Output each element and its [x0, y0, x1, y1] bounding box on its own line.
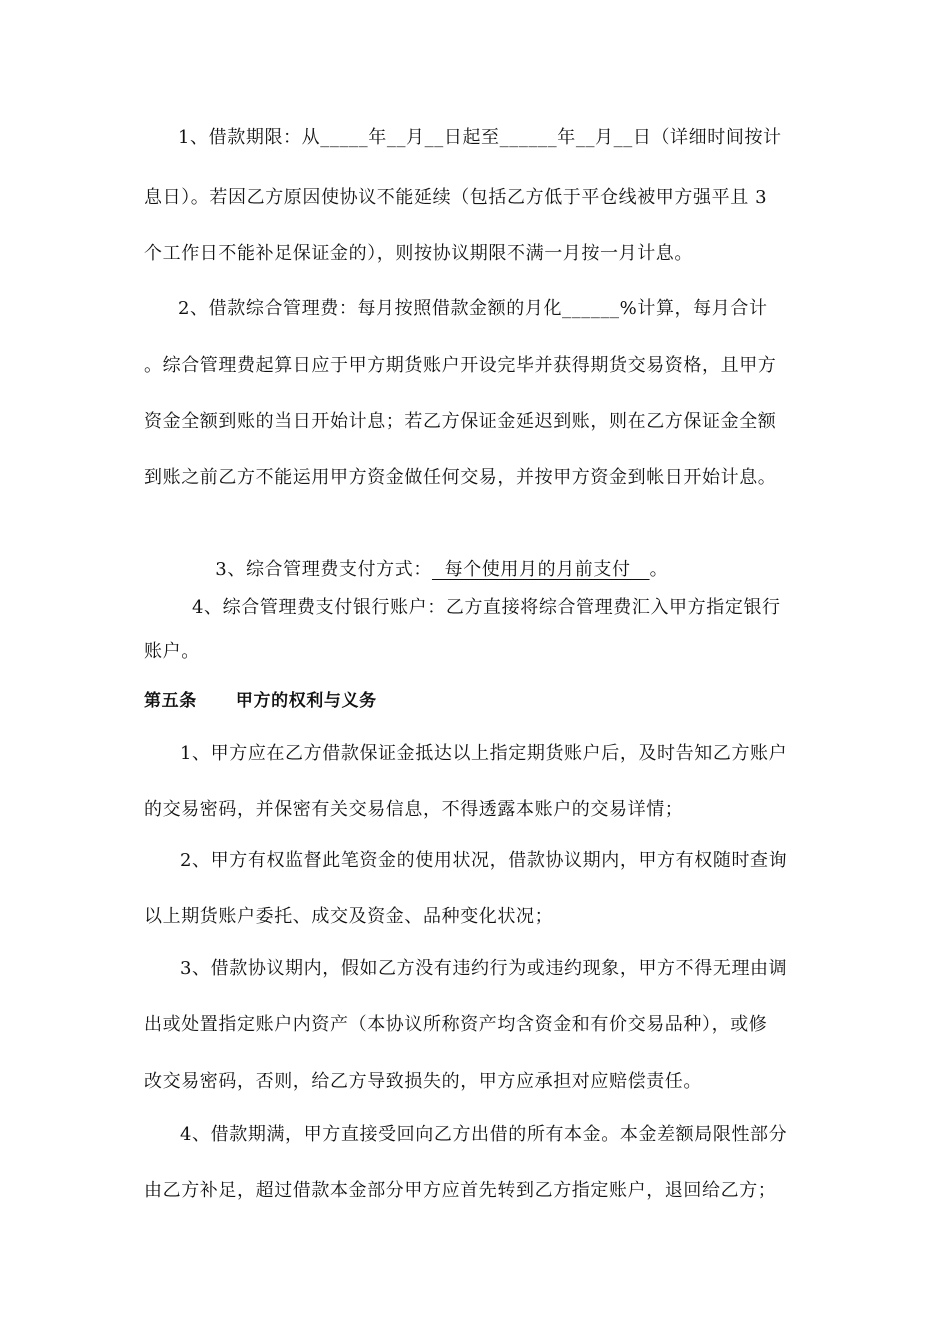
rights-item-3-line-1: 3、借款协议期内，假如乙方没有违约行为或违约现象，甲方不得无理由调	[180, 958, 788, 979]
rights-item-4-line-1: 4、借款期满，甲方直接受回向乙方出借的所有本金。本金差额局限性部分	[180, 1124, 788, 1145]
management-fee-line-4: 到账之前乙方不能运用甲方资金做任何交易，并按甲方资金到帐日开始计息。	[144, 467, 777, 488]
payment-method-end: 。	[649, 559, 669, 580]
rights-item-2-line-2: 以上期货账户委托、成交及资金、品种变化状况；	[144, 906, 554, 927]
payment-method-label: 3、综合管理费支付方式：	[215, 559, 432, 580]
loan-period-line-2: 息日）。若因乙方原因使协议不能延续（包括乙方低于平仓线被甲方强平且 3	[144, 187, 768, 208]
rights-item-1-line-1: 1、甲方应在乙方借款保证金抵达以上指定期货账户后，及时告知乙方账户	[180, 743, 788, 764]
rights-item-2-line-1: 2、甲方有权监督此笔资金的使用状况，借款协议期内，甲方有权随时查询	[180, 850, 788, 871]
management-fee-line-1: 2、借款综合管理费：每月按照借款金额的月化______%计算，每月合计	[178, 298, 768, 319]
loan-period-line-1: 1、借款期限：从_____年__月__日起至______年__月__日（详细时间按计	[178, 127, 782, 148]
payment-method-value: 每个使用月的月前支付	[431, 559, 650, 580]
loan-period-line-3: 个工作日不能补足保证金的），则按协议期限不满一月按一月计息。	[144, 243, 693, 264]
rights-item-1-line-2: 的交易密码，并保密有关交易信息，不得透露本账户的交易详情；	[144, 799, 684, 820]
management-fee-line-3: 资金全额到账的当日开始计息；若乙方保证金延迟到账，则在乙方保证金全额	[144, 411, 777, 432]
rights-item-4-line-2: 由乙方补足，超过借款本金部分甲方应首先转到乙方指定账户，退回给乙方；	[144, 1180, 777, 1201]
bank-account-line-2: 账户。	[144, 641, 200, 662]
management-fee-line-2: 。综合管理费起算日应于甲方期货账户开设完毕并获得期货交易资格，且甲方	[144, 355, 777, 376]
rights-item-3-line-2: 出或处置指定账户内资产（本协议所称资产均含资金和有价交易品种），或修	[144, 1014, 768, 1035]
rights-item-3-line-3: 改交易密码，否则，给乙方导致损失的，甲方应承担对应赔偿责任。	[144, 1071, 702, 1092]
section-5-heading: 第五条 甲方的权利与义务	[144, 691, 377, 711]
bank-account-line-1: 4、综合管理费支付银行账户：乙方直接将综合管理费汇入甲方指定银行	[192, 597, 781, 618]
